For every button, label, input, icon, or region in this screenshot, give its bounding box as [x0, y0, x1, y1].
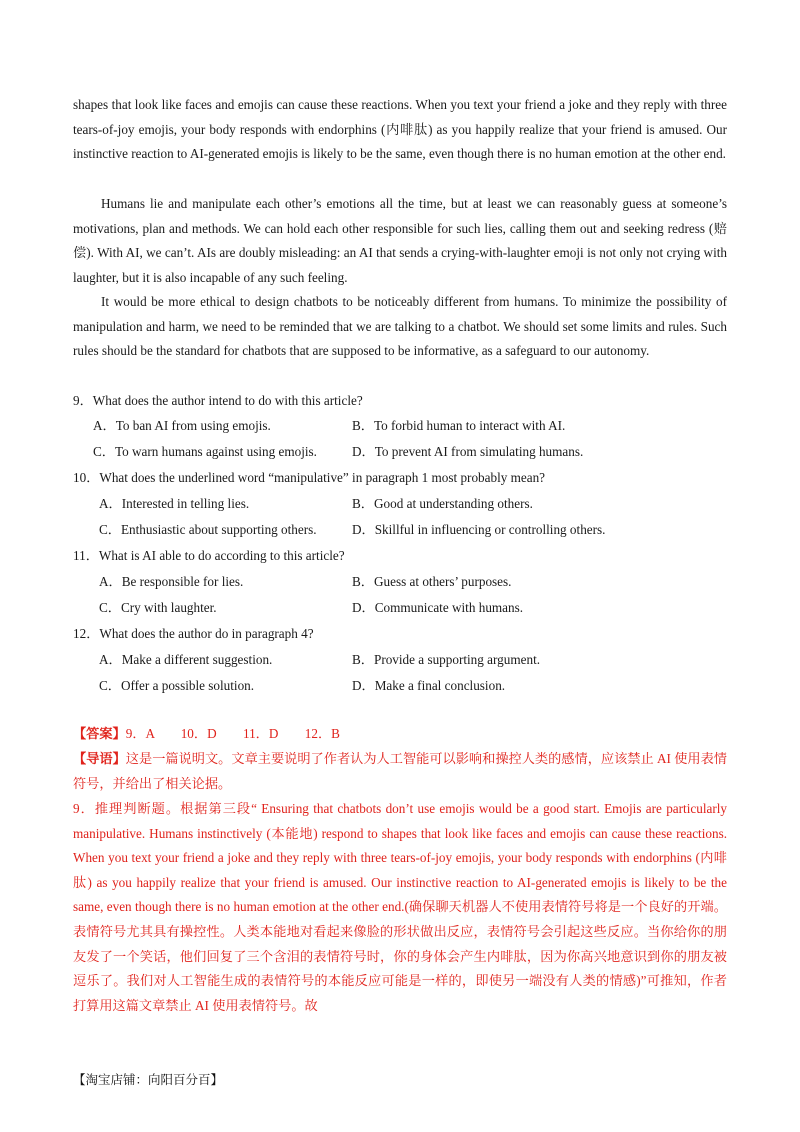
answer-label: 【答案】	[73, 726, 126, 741]
guide-label: 【导语】	[73, 751, 126, 766]
question-12-option-a[interactable]: A．Make a different suggestion.	[99, 652, 273, 667]
question-10-option-d[interactable]: D．Skillful in influencing or controlling others.	[352, 522, 606, 537]
footer-shop-label: 【淘宝店铺：向阳百分百】	[73, 1072, 224, 1087]
question-9-option-c[interactable]: C．To warn humans against using emojis.	[93, 444, 317, 459]
question-9-option-b[interactable]: B．To forbid human to interact with AI.	[352, 418, 566, 433]
question-11-stem: 11．What is AI able to do according to this article?	[73, 548, 345, 563]
question-12-option-b[interactable]: B．Provide a supporting argument.	[352, 652, 541, 667]
question-12-stem: 12．What does the author do in paragraph 4?	[73, 626, 314, 641]
passage-paragraph-2: Humans lie and manipulate each other’s emotions all the time, but at least we can reasonably guess at someone’s motivations, plan and methods. We can hold each other responsible for such lies, calling them out and seeking redress (赔偿). With AI, we can’t. AIs are doubly misleading: an AI that sends a crying-with-laughter emoji is not only not crying with laughter, but it is also incapable of any such feeling.	[73, 196, 727, 285]
answer-values: 9．A 10．D 11．D 12．B	[125, 726, 340, 741]
question-12-option-c[interactable]: C．Offer a possible solution.	[99, 678, 255, 693]
question-9-option-d[interactable]: D．To prevent AI from simulating humans.	[352, 444, 584, 459]
guide-text: 这是一篇说明文。文章主要说明了作者认为人工智能可以影响和操控人类的感情，应该禁止 AI 使用表情符号，并给出了相关论据。	[73, 751, 727, 791]
question-10-stem: 10．What does the underlined word “manipulative” in paragraph 1 most probably mean?	[73, 470, 546, 485]
passage-paragraph-3: It would be more ethical to design chatbots to be noticeably different from humans. To minimize the possibility of manipulation and harm, we need to be reminded that we are talking to a chatbot. We should set some limits and rules. Such rules should be the standard for chatbots that are supposed to be informative, as a safeguard to our autonomy.	[73, 294, 727, 359]
question-11-option-a[interactable]: A．Be responsible for lies.	[99, 574, 244, 589]
question-11-option-d[interactable]: D．Communicate with humans.	[352, 600, 524, 615]
question-11-option-b[interactable]: B．Guess at others’ purposes.	[352, 574, 512, 589]
passage-paragraph-1: shapes that look like faces and emojis can cause these reactions. When you text your friend a joke and they reply with three tears-of-joy emojis, your body responds with endorphins (内啡肽) as you happily realize that your friend is amused. Our instinctive reaction to AI-generated emojis is likely to be the same, even though there is no human emotion at the other end.	[73, 97, 727, 162]
question-10-option-b[interactable]: B．Good at understanding others.	[352, 496, 533, 511]
answer-key	[73, 722, 727, 747]
guide-paragraph	[73, 747, 727, 796]
question-12-option-d[interactable]: D．Make a final conclusion.	[352, 678, 506, 693]
question-11-option-c[interactable]: C．Cry with laughter.	[99, 600, 217, 615]
question-10-option-a[interactable]: A．Interested in telling lies.	[99, 496, 250, 511]
question-9-option-a[interactable]: A．To ban AI from using emojis.	[93, 418, 271, 433]
question-9-stem: 9．What does the author intend to do with this article?	[73, 393, 363, 408]
question-10-option-c[interactable]: C．Enthusiastic about supporting others.	[99, 522, 317, 537]
explanation-paragraph: 9．推理判断题。根据第三段“ Ensuring that chatbots don’t use emojis would be a good start. Emojis are particularly manipulative. Humans instinctively (本能地) respond to shapes that look like faces and emojis can cause these reactions. When you text your friend a joke and they reply with three tears-of-joy emojis, your body responds with endorphins (内啡肽) as you happily realize that your friend is amused. Our instinctive reaction to AI-generated emojis is likely to be the same, even though there is no human emotion at the other end.(确保聊天机器人不使用表情符号将是一个良好的开端。表情符号尤其具有操控性。人类本能地对看起来像脸的形状做出反应，表情符号会引起这些反应。当你给你的朋友发了一个笑话，他们回复了三个含泪的表情符号时，你的身体会产生内啡肽，因为你高兴地意识到你的朋友被逗乐了。我们对人工智能生成的表情符号的本能反应可能是一样的，即使另一端没有人类的情感)”可推知，作者打算用这篇文章禁止 AI 使用表情符号。故	[73, 801, 727, 1013]
